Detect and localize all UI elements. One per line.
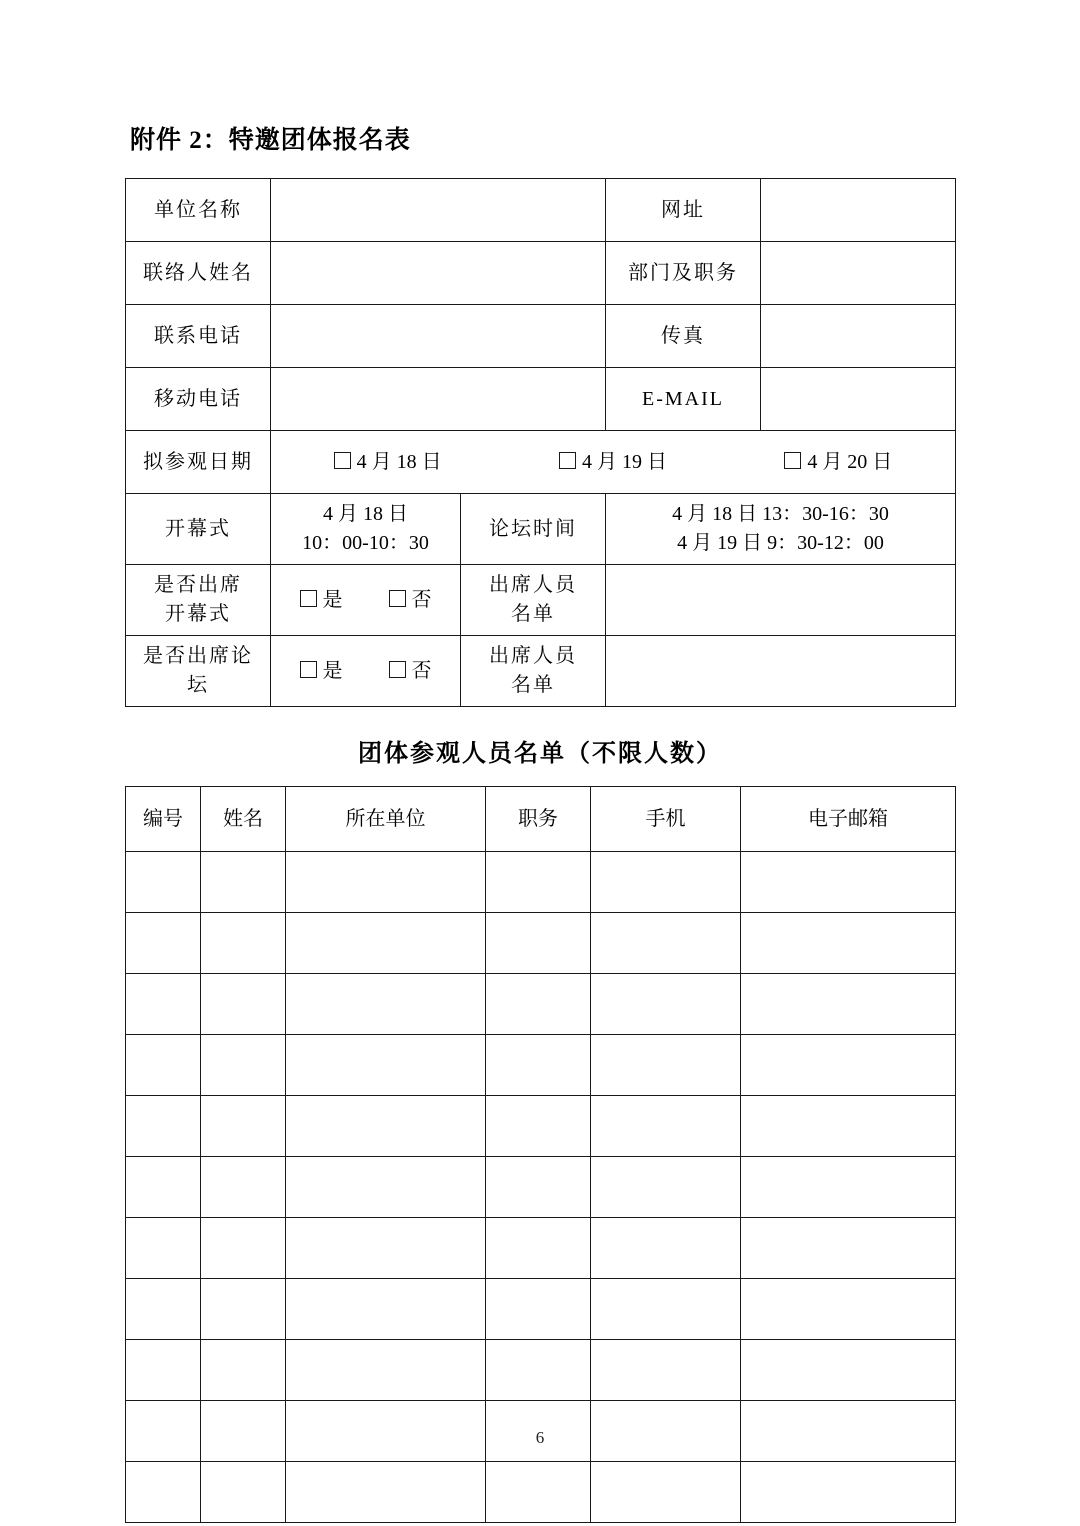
cell-number[interactable] bbox=[126, 1157, 201, 1218]
cell-email[interactable] bbox=[741, 974, 956, 1035]
cell-email[interactable] bbox=[741, 1218, 956, 1279]
cell-name[interactable] bbox=[201, 974, 286, 1035]
table-row bbox=[126, 431, 956, 494]
cell-email[interactable] bbox=[741, 1340, 956, 1401]
column-header-mobile: 手机 bbox=[591, 787, 741, 852]
cell-position[interactable] bbox=[486, 1096, 591, 1157]
table-row bbox=[126, 1340, 956, 1401]
field-attend-forum-choice bbox=[271, 636, 461, 707]
value-opening-time bbox=[271, 494, 461, 565]
table-row bbox=[126, 1096, 956, 1157]
cell-email[interactable] bbox=[741, 1096, 956, 1157]
page-number: 6 bbox=[535, 1428, 545, 1447]
table-row bbox=[126, 974, 956, 1035]
forum-time-line-1: 4 月 18 日 13：30-16：30 bbox=[672, 503, 889, 525]
field-forum-attendee-list[interactable] bbox=[606, 636, 956, 707]
cell-name[interactable] bbox=[201, 852, 286, 913]
label-forum-attendee-list bbox=[461, 636, 606, 707]
cell-email[interactable] bbox=[741, 1157, 956, 1218]
field-mobile[interactable] bbox=[271, 368, 606, 431]
checkbox-icon[interactable] bbox=[300, 661, 317, 678]
cell-organization[interactable] bbox=[286, 1035, 486, 1096]
label-company-name: 单位名称 bbox=[126, 179, 271, 242]
checkbox-attend-opening-yes[interactable] bbox=[300, 586, 343, 615]
field-phone[interactable] bbox=[271, 305, 606, 368]
checkbox-label: 4 月 18 日 bbox=[356, 450, 442, 473]
cell-number[interactable] bbox=[126, 1462, 201, 1523]
checkbox-attend-forum-no[interactable] bbox=[389, 657, 432, 686]
label-fax: 传真 bbox=[606, 305, 761, 368]
cell-email[interactable] bbox=[741, 1035, 956, 1096]
checkbox-icon[interactable] bbox=[300, 590, 317, 607]
cell-name[interactable] bbox=[201, 1462, 286, 1523]
checkbox-icon[interactable] bbox=[559, 452, 576, 469]
cell-organization[interactable] bbox=[286, 1340, 486, 1401]
checkbox-label: 4 月 20 日 bbox=[807, 450, 893, 473]
checkbox-label: 否 bbox=[411, 659, 432, 682]
cell-position[interactable] bbox=[486, 913, 591, 974]
cell-name[interactable] bbox=[201, 913, 286, 974]
label-attend-opening bbox=[126, 565, 271, 636]
label-phone: 联系电话 bbox=[126, 305, 271, 368]
cell-mobile[interactable] bbox=[591, 1462, 741, 1523]
attend-opening-label-line-1: 是否出席 bbox=[154, 574, 242, 596]
cell-name[interactable] bbox=[201, 1218, 286, 1279]
section-title-attendee-list: 团体参观人员名单（不限人数） bbox=[358, 741, 722, 767]
cell-email[interactable] bbox=[741, 852, 956, 913]
checkbox-visit-date-0[interactable] bbox=[334, 448, 442, 477]
attend-forum-label-line-2: 坛 bbox=[187, 674, 209, 696]
column-header-name: 姓名 bbox=[201, 787, 286, 852]
cell-mobile[interactable] bbox=[591, 1279, 741, 1340]
opening-time-line-1: 4 月 18 日 bbox=[323, 503, 408, 525]
field-contact-name[interactable] bbox=[271, 242, 606, 305]
cell-mobile[interactable] bbox=[591, 974, 741, 1035]
checkbox-attend-forum-yes[interactable] bbox=[300, 657, 343, 686]
table-row bbox=[126, 1279, 956, 1340]
checkbox-visit-date-1[interactable] bbox=[559, 448, 667, 477]
forum-time-line-2: 4 月 19 日 9：30-12：00 bbox=[677, 532, 884, 554]
cell-position[interactable] bbox=[486, 1279, 591, 1340]
checkbox-label: 否 bbox=[411, 588, 432, 611]
cell-number[interactable] bbox=[126, 1340, 201, 1401]
forum-attendee-list-line-1: 出席人员 bbox=[489, 645, 577, 667]
label-mobile: 移动电话 bbox=[126, 368, 271, 431]
checkbox-icon[interactable] bbox=[389, 590, 406, 607]
field-opening-attendee-list[interactable] bbox=[606, 565, 956, 636]
column-header-number: 编号 bbox=[126, 787, 201, 852]
column-header-position: 职务 bbox=[486, 787, 591, 852]
attend-forum-label-line-1: 是否出席论 bbox=[143, 645, 253, 667]
cell-name[interactable] bbox=[201, 1279, 286, 1340]
table-row bbox=[126, 1462, 956, 1523]
cell-name[interactable] bbox=[201, 1340, 286, 1401]
cell-mobile[interactable] bbox=[591, 1218, 741, 1279]
table-row bbox=[126, 1218, 956, 1279]
cell-name[interactable] bbox=[201, 1157, 286, 1218]
table-header-row bbox=[126, 787, 956, 852]
value-forum-time bbox=[606, 494, 956, 565]
page-title: 附件 2：特邀团体报名表 bbox=[130, 127, 411, 154]
cell-organization[interactable] bbox=[286, 913, 486, 974]
checkbox-label: 4 月 19 日 bbox=[581, 450, 667, 473]
field-department-position[interactable] bbox=[761, 242, 956, 305]
cell-organization[interactable] bbox=[286, 1279, 486, 1340]
table-row bbox=[126, 305, 956, 368]
table-row bbox=[126, 368, 956, 431]
column-header-organization: 所在单位 bbox=[286, 787, 486, 852]
label-opening-attendee-list bbox=[461, 565, 606, 636]
table-row bbox=[126, 179, 956, 242]
table-row bbox=[126, 242, 956, 305]
field-email[interactable] bbox=[761, 368, 956, 431]
cell-position[interactable] bbox=[486, 1157, 591, 1218]
table-row bbox=[126, 852, 956, 913]
cell-position[interactable] bbox=[486, 1035, 591, 1096]
cell-number[interactable] bbox=[126, 852, 201, 913]
opening-attendee-list-line-1: 出席人员 bbox=[489, 574, 577, 596]
cell-mobile[interactable] bbox=[591, 1340, 741, 1401]
cell-organization[interactable] bbox=[286, 974, 486, 1035]
attend-opening-label-line-2: 开幕式 bbox=[165, 603, 231, 625]
checkbox-visit-date-2[interactable] bbox=[784, 448, 892, 477]
cell-position[interactable] bbox=[486, 1462, 591, 1523]
field-visit-date-options bbox=[271, 431, 956, 494]
label-department-position: 部门及职务 bbox=[606, 242, 761, 305]
cell-name[interactable] bbox=[201, 1096, 286, 1157]
table-row bbox=[126, 913, 956, 974]
cell-mobile[interactable] bbox=[591, 1096, 741, 1157]
cell-email[interactable] bbox=[741, 1279, 956, 1340]
cell-number[interactable] bbox=[126, 974, 201, 1035]
label-contact-name: 联络人姓名 bbox=[126, 242, 271, 305]
table-row bbox=[126, 494, 956, 565]
checkbox-icon[interactable] bbox=[334, 452, 351, 469]
cell-position[interactable] bbox=[486, 1340, 591, 1401]
table-row bbox=[126, 1157, 956, 1218]
cell-number[interactable] bbox=[126, 1096, 201, 1157]
checkbox-label: 是 bbox=[322, 659, 343, 682]
cell-position[interactable] bbox=[486, 974, 591, 1035]
cell-number[interactable] bbox=[126, 913, 201, 974]
cell-number[interactable] bbox=[126, 1035, 201, 1096]
checkbox-attend-opening-no[interactable] bbox=[389, 586, 432, 615]
label-website: 网址 bbox=[606, 179, 761, 242]
cell-organization[interactable] bbox=[286, 1096, 486, 1157]
checkbox-icon[interactable] bbox=[784, 452, 801, 469]
label-visit-date: 拟参观日期 bbox=[126, 431, 271, 494]
forum-attendee-list-line-2: 名单 bbox=[511, 674, 555, 696]
label-opening-ceremony: 开幕式 bbox=[126, 494, 271, 565]
opening-time-line-2: 10：00-10：30 bbox=[302, 532, 429, 554]
opening-attendee-list-line-2: 名单 bbox=[511, 603, 555, 625]
label-email: E-MAIL bbox=[606, 368, 761, 431]
cell-organization[interactable] bbox=[286, 1157, 486, 1218]
cell-organization[interactable] bbox=[286, 1462, 486, 1523]
column-header-email: 电子邮箱 bbox=[741, 787, 956, 852]
checkbox-icon[interactable] bbox=[389, 661, 406, 678]
label-attend-forum bbox=[126, 636, 271, 707]
table-row bbox=[126, 1035, 956, 1096]
cell-organization[interactable] bbox=[286, 852, 486, 913]
field-attend-opening-choice bbox=[271, 565, 461, 636]
cell-organization[interactable] bbox=[286, 1218, 486, 1279]
cell-email[interactable] bbox=[741, 1462, 956, 1523]
table-row bbox=[126, 636, 956, 707]
registration-info-table bbox=[125, 178, 956, 707]
label-forum-time: 论坛时间 bbox=[461, 494, 606, 565]
cell-position[interactable] bbox=[486, 852, 591, 913]
cell-name[interactable] bbox=[201, 1035, 286, 1096]
field-fax[interactable] bbox=[761, 305, 956, 368]
cell-number[interactable] bbox=[126, 1279, 201, 1340]
cell-mobile[interactable] bbox=[591, 1035, 741, 1096]
cell-email[interactable] bbox=[741, 913, 956, 974]
cell-mobile[interactable] bbox=[591, 1157, 741, 1218]
cell-mobile[interactable] bbox=[591, 852, 741, 913]
cell-number[interactable] bbox=[126, 1218, 201, 1279]
attendee-list-table bbox=[125, 786, 956, 1523]
checkbox-label: 是 bbox=[322, 588, 343, 611]
field-website[interactable] bbox=[761, 179, 956, 242]
cell-position[interactable] bbox=[486, 1218, 591, 1279]
cell-mobile[interactable] bbox=[591, 913, 741, 974]
table-row bbox=[126, 565, 956, 636]
field-company-name[interactable] bbox=[271, 179, 606, 242]
